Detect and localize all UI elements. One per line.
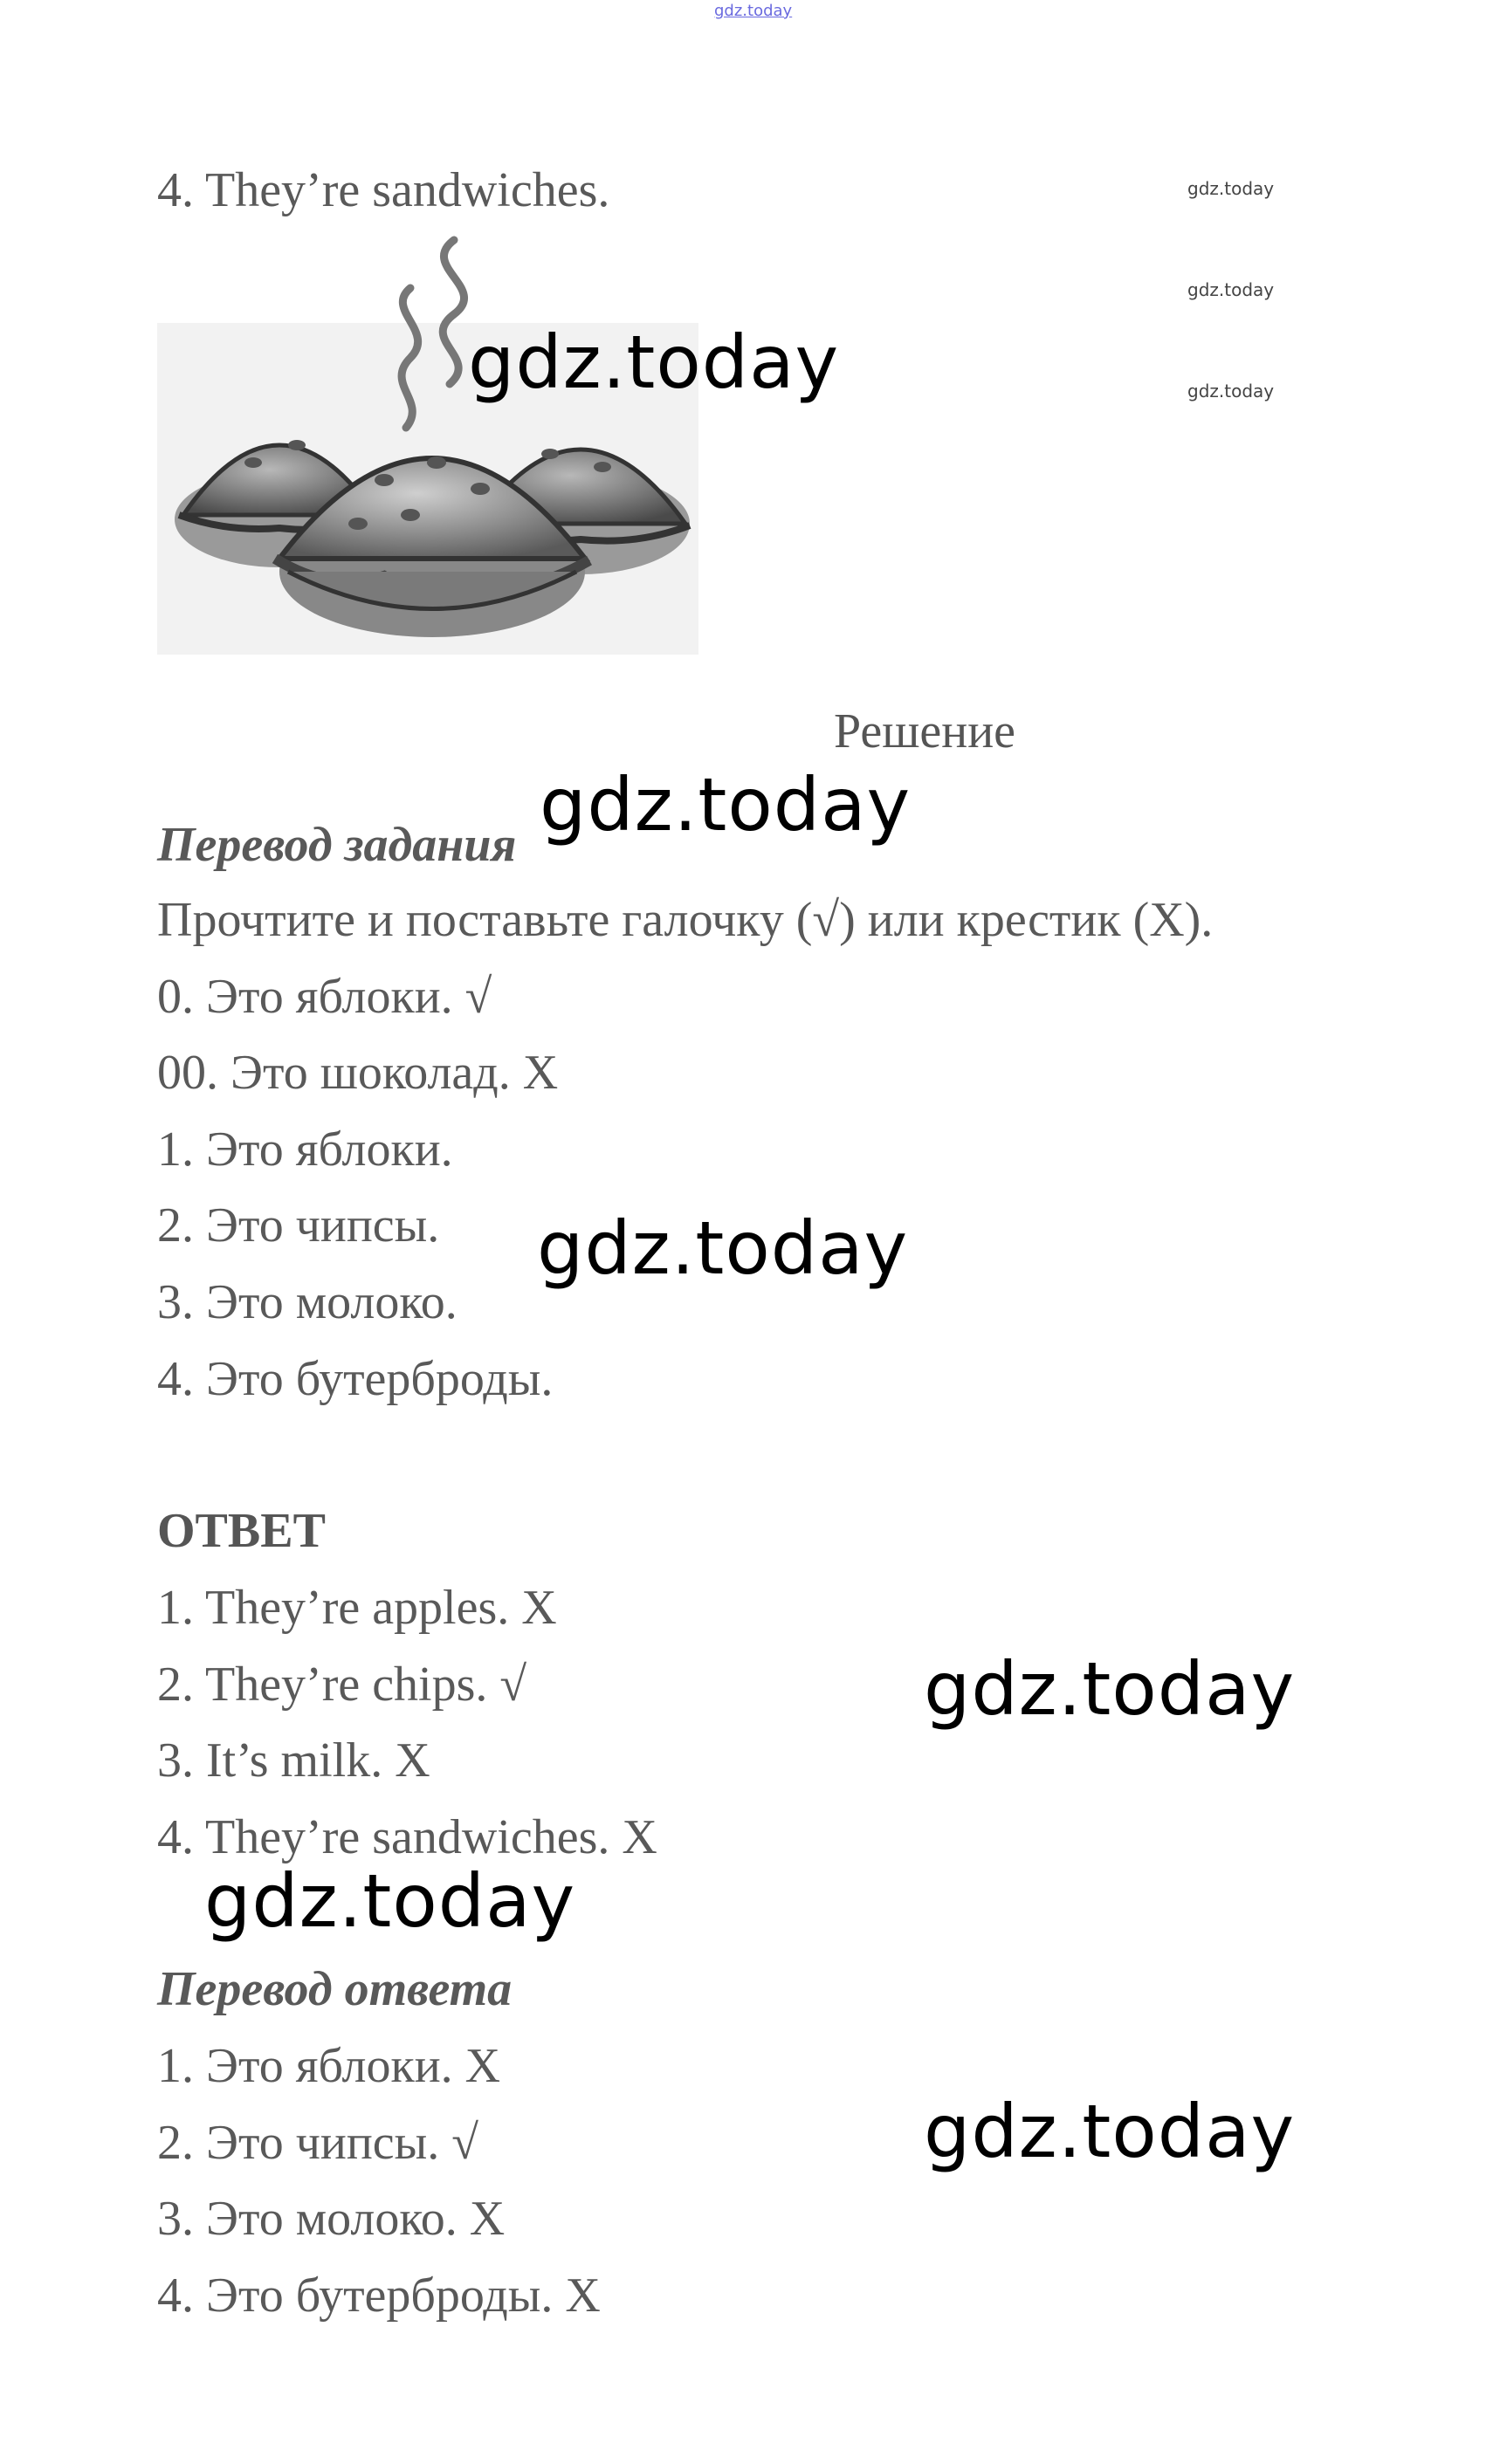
solution-title: Решение	[834, 704, 1016, 758]
task-line-0: 0. Это яблоки. √	[157, 970, 492, 1024]
watermark-big-4: gdz.today	[924, 1646, 1296, 1732]
task-instruction: Прочтите и поставьте галочку (√) или крестик (X).	[157, 893, 1214, 947]
answer-translation-line-2: 2. Это чипсы. √	[157, 2116, 479, 2170]
answer-line-1: 1. They’re apples. X	[157, 1581, 557, 1635]
watermark-small-2: gdz.today	[1187, 279, 1275, 300]
answer-line-2: 2. They’re chips. √	[157, 1658, 527, 1712]
top-watermark[interactable]: gdz.today	[714, 2, 793, 20]
answer-translation-line-3: 3. Это молоко. X	[157, 2192, 506, 2246]
answer-translation-line-1: 1. Это яблоки. X	[157, 2039, 501, 2093]
answer-line-4: 4. They’re sandwiches. X	[157, 1810, 657, 1864]
answer-line-3: 3. It’s milk. X	[157, 1733, 430, 1788]
watermark-small-3: gdz.today	[1187, 381, 1275, 402]
watermark-big-6: gdz.today	[924, 2089, 1296, 2174]
task-line-4: 4. Это бутерброды.	[157, 1352, 554, 1406]
watermark-big-5: gdz.today	[204, 1858, 576, 1944]
task-line-2: 2. Это чипсы.	[157, 1198, 440, 1253]
watermark-small-1: gdz.today	[1187, 178, 1275, 199]
task-translation-heading: Перевод задания	[157, 818, 517, 872]
answer-translation-line-4: 4. Это бутерброды. X	[157, 2268, 601, 2323]
watermark-big-1: gdz.today	[468, 319, 840, 405]
task-line-00: 00. Это шоколад. X	[157, 1046, 559, 1100]
task-item-4: 4. They’re sandwiches.	[157, 163, 610, 217]
watermark-big-3: gdz.today	[537, 1205, 909, 1291]
task-line-1: 1. Это яблоки.	[157, 1122, 453, 1177]
sandwiches-icon	[157, 227, 707, 655]
answer-heading: ОТВЕТ	[157, 1504, 326, 1558]
task-line-3: 3. Это молоко.	[157, 1275, 458, 1329]
watermark-big-2: gdz.today	[540, 762, 912, 848]
answer-translation-heading: Перевод ответа	[157, 1962, 513, 2016]
